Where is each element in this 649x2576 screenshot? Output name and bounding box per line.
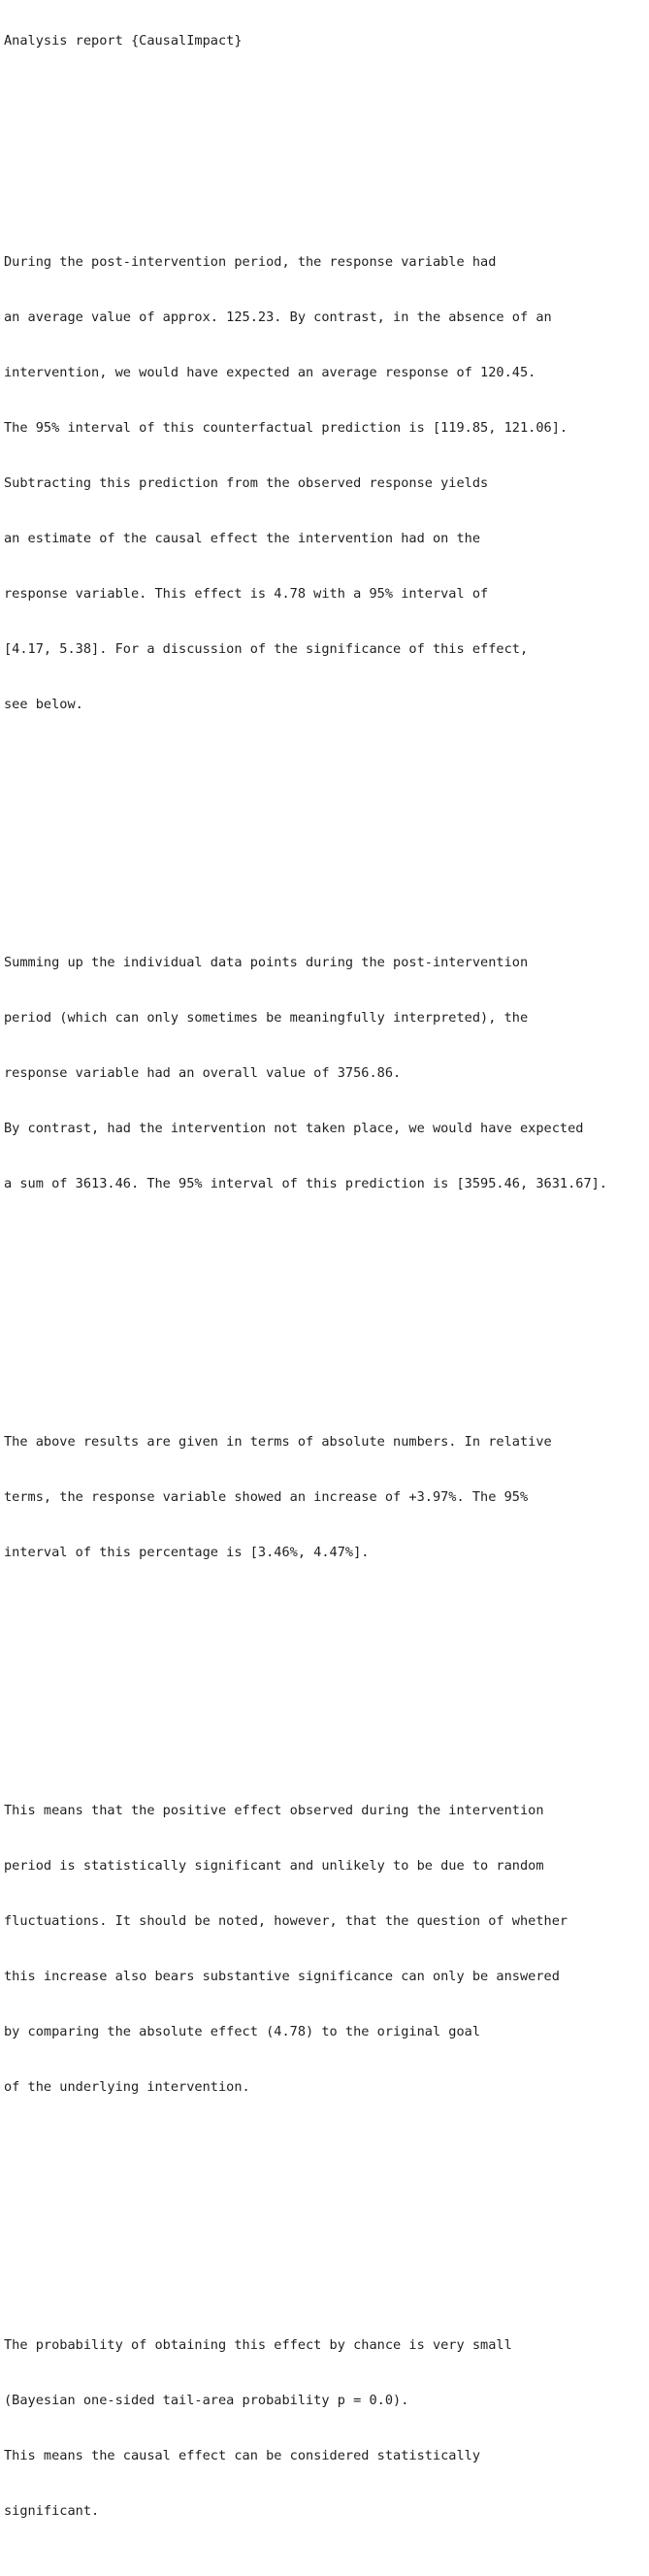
paragraph-line: terms, the response variable showed an increase of +3.97%. The 95% bbox=[4, 1489, 529, 1505]
spacer bbox=[4, 843, 648, 862]
paragraph-line: by comparing the absolute effect (4.78) to the original goal bbox=[4, 2024, 481, 2039]
paragraph-line: period (which can only sometimes be meaningfully interpreted), the bbox=[4, 1010, 529, 1026]
paragraph-significance bbox=[4, 1765, 648, 2134]
paragraph-line: an average value of approx. 125.23. By contrast, in the absence of an bbox=[4, 310, 552, 325]
paragraph-line: This means that the positive effect observed during the intervention bbox=[4, 1803, 544, 1818]
paragraph-line: significant. bbox=[4, 2503, 100, 2519]
paragraph-line: this increase also bears substantive significance can only be answered bbox=[4, 1969, 560, 1984]
paragraph-line: (Bayesian one-sided tail-area probability p = 0.0). bbox=[4, 2393, 409, 2408]
paragraph-line: interval of this percentage is [3.46%, 4.47%]. bbox=[4, 1545, 370, 1560]
paragraph-line: This means the causal effect can be considered statistically bbox=[4, 2448, 481, 2463]
spacer bbox=[4, 87, 648, 106]
report-title: Analysis report {CausalImpact} bbox=[4, 33, 243, 49]
spacer bbox=[4, 788, 648, 806]
paragraph-line: Subtracting this prediction from the observed response yields bbox=[4, 475, 489, 491]
spacer bbox=[4, 2226, 648, 2244]
paragraph-line: The above results are given in terms of absolute numbers. In relative bbox=[4, 1434, 552, 1450]
spacer bbox=[4, 1322, 648, 1341]
spacer bbox=[4, 1691, 648, 1710]
paragraph-line: a sum of 3613.46. The 95% interval of this prediction is [3595.46, 3631.67]. bbox=[4, 1176, 607, 1191]
paragraph-line: [4.17, 5.38]. For a discussion of the significance of this effect, bbox=[4, 641, 529, 657]
paragraph-line: of the underlying intervention. bbox=[4, 2079, 250, 2095]
paragraph-line: fluctuations. It should be noted, however, that the question of whether bbox=[4, 1913, 568, 1929]
paragraph-cumulative-effect bbox=[4, 917, 648, 1230]
paragraph-line: The 95% interval of this counterfactual prediction is [119.85, 121.06]. bbox=[4, 420, 568, 436]
paragraph-line: response variable. This effect is 4.78 with a 95% interval of bbox=[4, 586, 489, 602]
spacer bbox=[4, 1636, 648, 1654]
paragraph-line: response variable had an overall value of 3756.86. bbox=[4, 1065, 402, 1081]
paragraph-average-effect bbox=[4, 216, 648, 751]
paragraph-line: see below. bbox=[4, 697, 83, 712]
paragraph-relative-effect bbox=[4, 1396, 648, 1599]
analysis-report bbox=[4, 0, 648, 2576]
paragraph-line: By contrast, had the intervention not taken place, we would have expected bbox=[4, 1121, 584, 1136]
paragraph-line: intervention, we would have expected an average response of 120.45. bbox=[4, 365, 536, 380]
spacer bbox=[4, 143, 648, 161]
paragraph-line: period is statistically significant and unlikely to be due to random bbox=[4, 1858, 544, 1874]
spacer bbox=[4, 2170, 648, 2189]
paragraph-probability bbox=[4, 2299, 648, 2558]
paragraph-line: Summing up the individual data points during the post-intervention bbox=[4, 955, 529, 970]
paragraph-line: an estimate of the causal effect the intervention had on the bbox=[4, 531, 481, 546]
spacer bbox=[4, 1267, 648, 1286]
paragraph-line: The probability of obtaining this effect by chance is very small bbox=[4, 2337, 512, 2353]
paragraph-line: During the post-intervention period, the response variable had bbox=[4, 254, 497, 270]
